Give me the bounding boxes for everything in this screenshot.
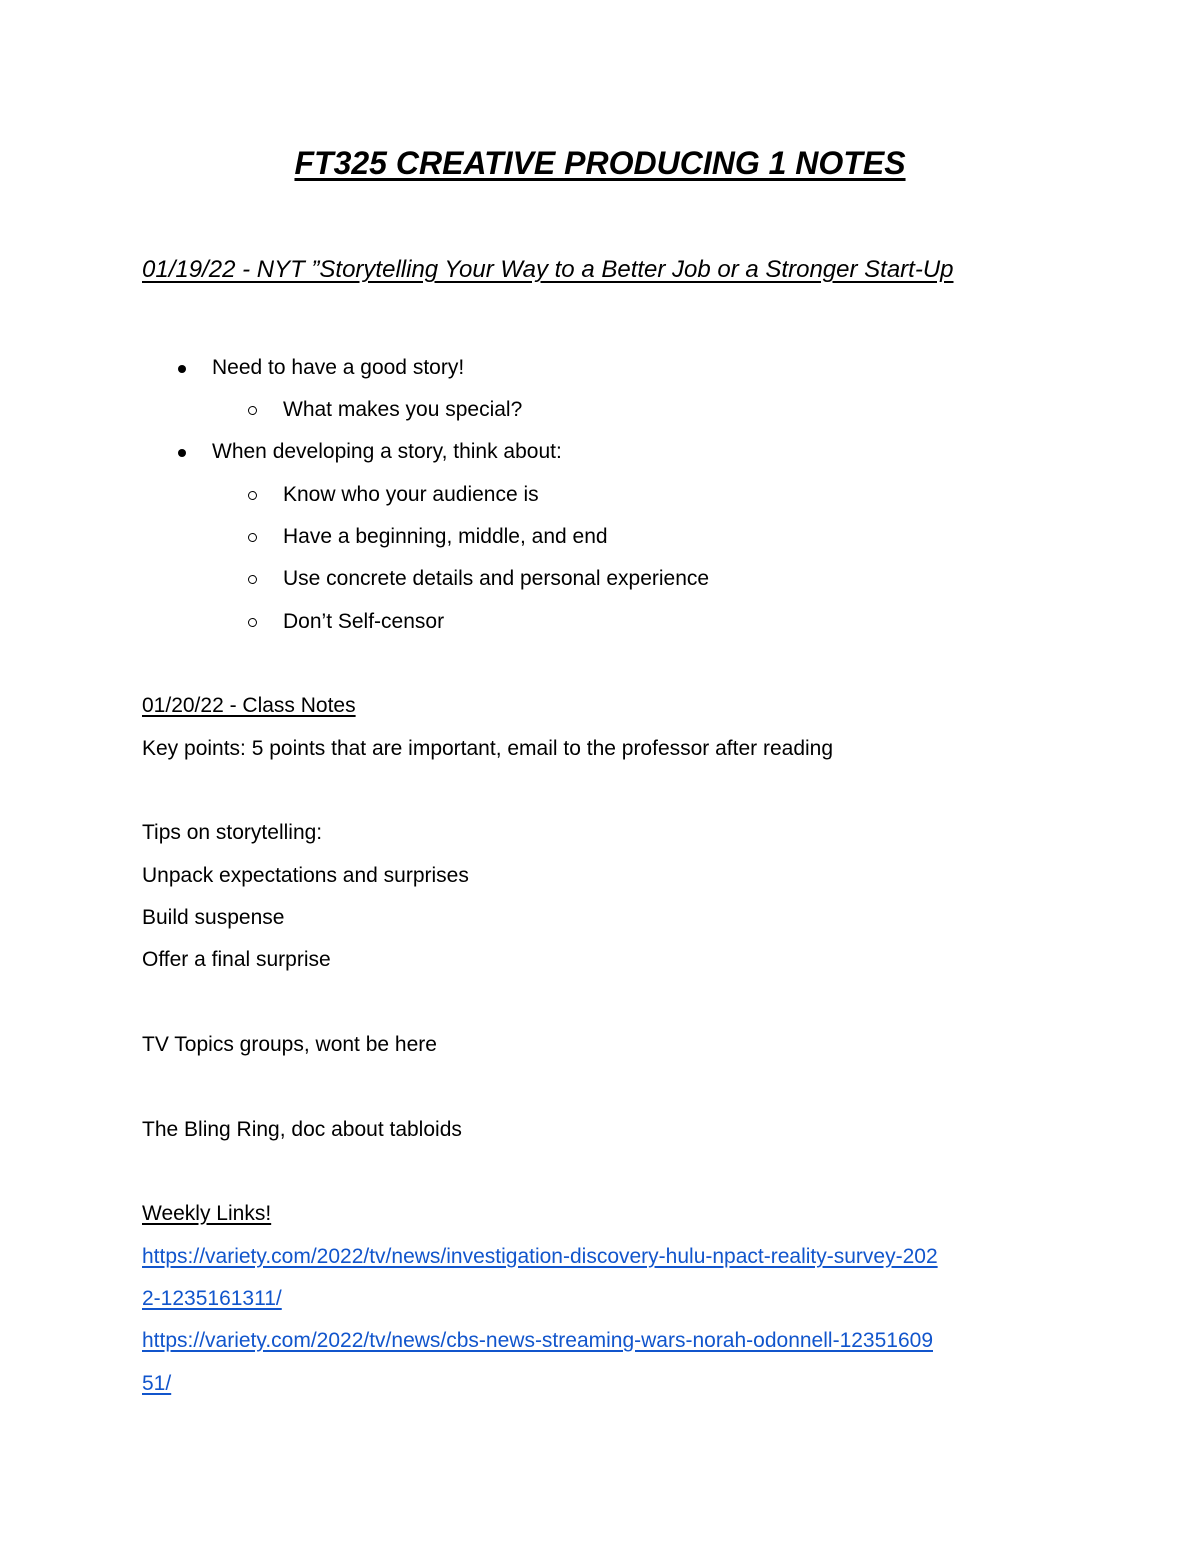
section-heading-class-notes: 01/20/22 - Class Notes — [142, 694, 356, 717]
bullet-circle-icon — [248, 406, 257, 415]
weekly-links-heading: Weekly Links! — [142, 1202, 272, 1225]
sub-bullet-item — [283, 607, 444, 637]
sub-bullet-item — [283, 395, 522, 425]
key-points-text: Key points: 5 points that are important, email to the professor after reading — [142, 737, 834, 760]
tip-item: Offer a final surprise — [142, 948, 331, 971]
sub-bullet-text: Use concrete details and personal experience — [283, 567, 710, 590]
sub-bullet-text: Don’t Self-censor — [283, 610, 445, 633]
weekly-link-2-line-1[interactable]: https://variety.com/2022/tv/news/cbs-news-streaming-wars-norah-odonnell-12351609 — [142, 1329, 933, 1352]
tip-item: Build suspense — [142, 906, 285, 929]
tips-heading: Tips on storytelling: — [142, 821, 323, 844]
bullet-circle-icon — [248, 618, 257, 627]
bullet-circle-icon — [248, 575, 257, 584]
sub-bullet-item — [283, 480, 539, 510]
bullet-circle-icon — [248, 491, 257, 500]
weekly-link-1-line-1[interactable]: https://variety.com/2022/tv/news/investigation-discovery-hulu-npact-reality-survey-202 — [142, 1245, 938, 1268]
bullet-dot-icon — [178, 449, 186, 457]
bling-ring-text: The Bling Ring, doc about tabloids — [142, 1118, 462, 1141]
bullet-dot-icon — [178, 365, 186, 373]
tv-topics-text: TV Topics groups, wont be here — [142, 1033, 437, 1056]
sub-bullet-text: What makes you special? — [283, 398, 523, 421]
bullet-item — [212, 353, 464, 383]
bullet-item — [212, 437, 562, 467]
bullet-text: Need to have a good story! — [212, 356, 465, 379]
tip-item: Unpack expectations and surprises — [142, 864, 469, 887]
sub-bullet-item — [283, 564, 709, 594]
bullet-circle-icon — [248, 533, 257, 542]
weekly-link-1-line-2[interactable]: 2-1235161311/ — [142, 1287, 282, 1310]
sub-bullet-text: Know who your audience is — [283, 483, 539, 506]
sub-bullet-item — [283, 522, 608, 552]
bullet-text: When developing a story, think about: — [212, 440, 562, 463]
section-heading-nyt: 01/19/22 - NYT ”Storytelling Your Way to a Better Job or a Stronger Start-Up — [142, 256, 954, 283]
sub-bullet-text: Have a beginning, middle, and end — [283, 525, 608, 548]
document-title: FT325 CREATIVE PRODUCING 1 NOTES — [294, 145, 906, 181]
weekly-link-2-line-2[interactable]: 51/ — [142, 1372, 172, 1395]
